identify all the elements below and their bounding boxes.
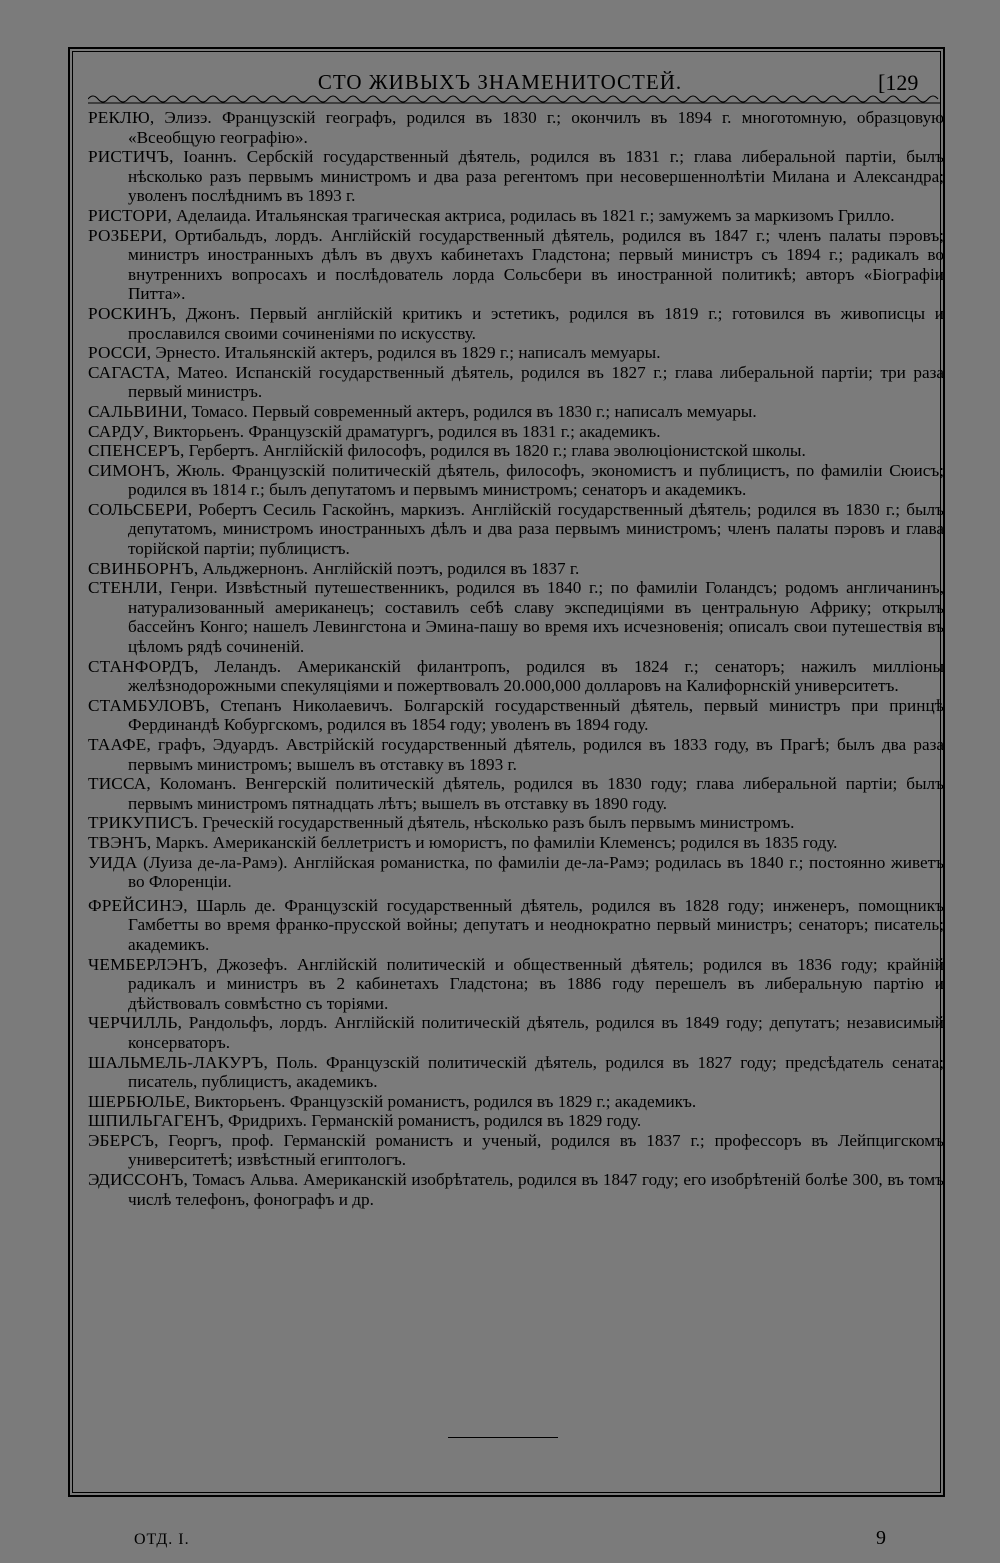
entry-text: , Фридрихъ. Германскій романистъ, родился въ 1829 году. [219, 1111, 642, 1131]
entry-name: ТВЭНЪ [88, 832, 147, 852]
list-item [88, 422, 944, 442]
list-item [88, 1111, 944, 1131]
page-number: [129 [878, 70, 919, 95]
entry-name: ШАЛЬМЕЛЬ-ЛАКУРЪ [88, 1052, 264, 1072]
entry-text: , Іоаннъ. Сербскій государственный дѣятель, родился въ 1831 г.; глава либеральной партіи, былъ нѣсколько разъ первымъ министромъ и два раза регентомъ при несовершеннолѣтіи Милана и Александра; уволенъ послѣднимъ въ 1893 г. [128, 147, 944, 206]
entry-text: , Аделаида. Итальянская трагическая актриса, родилась въ 1821 г.; замужемъ за маркизомъ Грилло. [167, 205, 895, 225]
list-item [88, 853, 944, 892]
entry-name: СИМОНЪ [88, 460, 166, 480]
list-item [88, 343, 944, 363]
entry-text: , Георгъ, проф. Германскій романистъ и ученый, родился въ 1837 г.; профессоръ въ Лейпцигскомъ университетѣ; извѣстный египтологъ. [128, 1130, 944, 1170]
entry-text: , Коломанъ. Венгерскій политическій дѣятель, родился въ 1830 году; глава либеральной партіи; былъ первымъ министромъ пятнадцать лѣтъ; вышелъ въ отставку въ 1890 году. [128, 774, 944, 813]
entry-text: , Джозефъ. Англійскій политическій и общественный дѣятель; родился въ 1836 году; крайній радикалъ и министръ въ 2 кабинетахъ Гладстона; въ 1886 году перешелъ въ либеральную партію и дѣйствовалъ совмѣстно съ торіями. [128, 954, 944, 1013]
entry-name: ШЕРБЮЛЬЕ [88, 1091, 186, 1111]
entry-name: САЛЬВИНИ [88, 401, 183, 421]
entry-text: , Элизэ. Французскій географъ, родился въ 1830 г.; окончилъ въ 1894 г. многотомную, образцовую «Всеобщую географію». [128, 108, 944, 147]
list-item [88, 226, 944, 304]
entry-text: , Шарль де. Французскій государственный дѣятель, родился въ 1828 году; инженеръ, помощникъ Гамбетты во время франко-прусской войны; депутатъ и неоднократно первый министръ; сенаторъ; писатель; академикъ. [128, 895, 944, 954]
list-item [88, 147, 944, 206]
entry-text: , Матео. Испанскій государственный дѣятель, родился въ 1827 г.; глава либеральной партіи; три раза первый министръ. [128, 362, 944, 402]
list-item [88, 108, 944, 147]
entry-name: ЧЕРЧИЛЛЬ [88, 1013, 178, 1033]
entry-text: , Ортибальдъ, лордъ. Англійскій государственный дѣятель, родился въ 1847 г.; членъ палаты пэровъ; министръ иностранныхъ дѣлъ въ двухъ кабинетахъ Гладстона; первый министръ съ 1894 г.; радикалъ во внутреннихъ вопросахъ и послѣдователь лорда Сольсбери въ иностранной политикѣ; авторъ «Біографіи Питта». [128, 225, 944, 304]
entry-text: , Альджернонъ. Англійскій поэтъ, родился въ 1837 г. [193, 558, 580, 578]
entry-name: ЧЕМБЕРЛЭНЪ [88, 954, 204, 974]
list-item [88, 774, 944, 813]
entry-name: РИСТОРИ [88, 205, 168, 225]
list-item [88, 363, 944, 402]
list-item [88, 833, 944, 853]
entry-text: , Робертъ Сесиль Гаскойнъ, маркизъ. Англійскій государственный дѣятель; родился въ 1830 г.; былъ депутатомъ, министромъ иностранныхъ дѣлъ и два раза первымъ министромъ; членъ палаты пэровъ и глава торійской партіи; публицистъ. [128, 499, 944, 559]
entry-text: , Гербертъ. Англійскій философъ, родился въ 1820 г.; глава эволюціонистской школы. [180, 441, 806, 461]
entry-name: ЭБЕРСЪ [88, 1130, 155, 1150]
running-title: СТО ЖИВЫХЪ ЗНАМЕНИТОСТЕЙ. [317, 70, 683, 94]
entry-name: УИДА [88, 852, 138, 872]
entry-text: , Поль. Французскій политическій дѣятель, родился въ 1827 году; предсѣдатель сената; писатель, публицистъ, академикъ. [128, 1052, 944, 1092]
entry-name: ШПИЛЬГАГЕНЪ [88, 1111, 220, 1131]
entry-text: (Луиза де-ла-Рамэ). Англійская романистка, по фамиліи де-ла-Рамэ; родилась въ 1840 г.; постоянно живетъ во Флоренціи. [128, 852, 944, 892]
entry-text: , Джонъ. Первый англійскій критикъ и эстетикъ, родился въ 1819 г.; готовился въ живописцы и прославился своими сочиненіями по искусству. [128, 303, 944, 343]
entry-name: САГАСТА [88, 362, 166, 382]
list-item [88, 559, 944, 579]
entry-text: , Викторьенъ. Французскій романистъ, родился въ 1829 г.; академикъ. [185, 1091, 697, 1111]
entry-name: РОЗБЕРИ [88, 225, 163, 245]
list-item [88, 500, 944, 559]
entry-text: , Леландъ. Американскій филантропъ, родился въ 1824 г.; сенаторъ; нажилъ милліоны желѣзнодорожными спекуляціями и пожертвовалъ 20.000,000 долларовъ на Калифорнскій университетъ. [128, 656, 944, 696]
section-separator [448, 1437, 558, 1438]
list-item [88, 1092, 944, 1112]
entry-name: РОСКИНЪ [88, 303, 172, 323]
entry-name: СОЛЬСБЕРИ [88, 499, 188, 519]
entry-name: СТАНФОРДЪ [88, 656, 195, 676]
entry-text: , Степанъ Николаевичъ. Болгарскій государственный дѣятель, первый министръ при принцѣ Фердинандѣ Кобургскомъ, родился въ 1854 году; уволенъ въ 1894 году. [128, 695, 944, 735]
entry-name: РИСТИЧЪ [88, 147, 170, 167]
entry-name: РЕКЛЮ [88, 108, 150, 127]
wavy-rule [88, 93, 940, 105]
entry-list [88, 108, 944, 1209]
entry-name: ТИССА [88, 774, 147, 794]
entry-name: РОССИ [88, 343, 147, 363]
list-item [88, 1170, 944, 1209]
list-item [88, 1131, 944, 1170]
entry-name: СТЕНЛИ [88, 578, 159, 598]
entry-name: СПЕНСЕРЪ [88, 441, 181, 461]
entry-text: , Эрнесто. Итальянскій актеръ, родился въ 1829 г.; написалъ мемуары. [146, 343, 661, 363]
list-item [88, 657, 944, 696]
entry-text: , Рандольфъ, лордъ. Англійскій политическій дѣятель, родился въ 1849 году; депутатъ; независимый консерваторъ. [128, 1013, 944, 1052]
entry-text: , графъ, Эдуардъ. Австрійскій государственный дѣятель, родился въ 1833 году, въ Прагѣ; былъ два раза первымъ министромъ; вышелъ въ отставку въ 1893 г. [128, 735, 944, 774]
list-item [88, 461, 944, 500]
entry-text: . Греческій государственный дѣятель, нѣсколько разъ былъ первымъ министромъ. [193, 813, 795, 833]
entry-text: , Викторьенъ. Французскій драматургъ, родился въ 1831 г.; академикъ. [144, 421, 661, 441]
list-item [88, 1013, 944, 1052]
list-item [88, 206, 944, 226]
list-item [88, 402, 944, 422]
entry-text: , Жюль. Французскій политическій дѣятель, философъ, экономистъ и публицистъ, по фамиліи Сюисъ; родился въ 1814 г.; былъ депутатомъ и первымъ министромъ; сенаторъ и академикъ. [128, 460, 944, 500]
signature-number: 9 [876, 1527, 886, 1549]
entry-text: , Маркъ. Американскій беллетристъ и юмористъ, по фамиліи Клеменсъ; родился въ 1835 году. [146, 832, 838, 852]
list-item [88, 735, 944, 774]
list-item [88, 578, 944, 656]
entry-text: , Генри. Извѣстный путешественникъ, родился въ 1840 г.; по фамиліи Голандсъ; родомъ англичанинъ, натурализованный американецъ; составилъ себѣ славу экспедиціями въ центральную Африку; открылъ бассейнъ Конго; нашелъ Левингстона и Эмина-пашу во время ихъ исчезновенія; описалъ свои путешествія въ цѣломъ рядѣ сочиненій. [128, 578, 944, 657]
list-item [88, 441, 944, 461]
list-item [88, 896, 944, 955]
entry-text: , Томасо. Первый современный актеръ, родился въ 1830 г.; написалъ мемуары. [182, 401, 757, 421]
list-item [88, 1053, 944, 1092]
entry-name: СВИНБОРНЪ [88, 558, 194, 578]
entry-name: ТРИКУПИСЪ [88, 813, 194, 833]
entry-name: ЭДИССОНЪ [88, 1170, 184, 1190]
entry-name: СТАМБУЛОВЪ [88, 695, 206, 715]
list-item [88, 813, 944, 833]
entry-name: ФРЕЙСИНЭ [88, 895, 184, 915]
list-item [88, 696, 944, 735]
entry-name: ТААФЕ [88, 735, 147, 754]
section-marker: ОТД. I. [134, 1531, 190, 1548]
entry-name: САРДУ [88, 421, 145, 441]
entry-text: , Томасъ Альва. Американскій изобрѣтатель, родился въ 1847 году; его изобрѣтеній болѣе 300, въ томъ числѣ телефонъ, фонографъ и др. [128, 1170, 944, 1209]
list-item [88, 304, 944, 343]
list-item [88, 955, 944, 1014]
